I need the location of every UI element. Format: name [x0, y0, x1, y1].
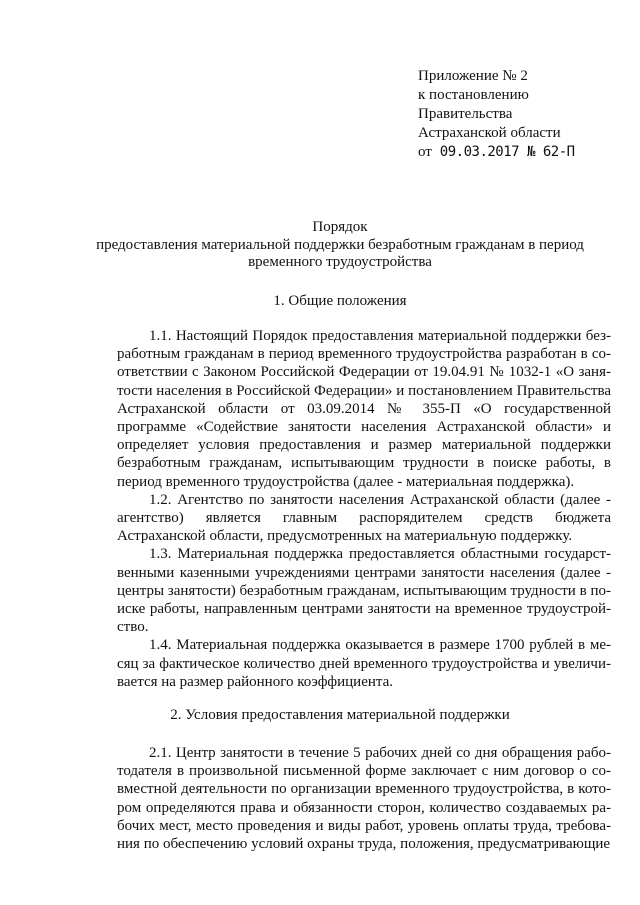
title-line-1: Порядок [312, 219, 368, 235]
paragraph-1-1: 1.1. Настоящий Порядок предоставления материальной поддержки безработным гражданам в период временного трудоустройства разработан в соответствии с Законом Российской Федерации от 19.04.91 № 1032-1 «О занятости населения в Российской Федерации» и постановлением Правительства Астраханской области от 03.09.2014 № 355-П «О государственной программе «Содействие занятости населения Астраханской области» и определяет условия предоставления и размер материальной поддержки безработным гражданам, испытывающим трудности в поиске работы, в период временного трудоустройства (далее - материальная поддержка). [117, 328, 611, 490]
document-title [60, 219, 620, 272]
appendix-region: Астраханской области [418, 125, 561, 141]
paragraph-1-4: 1.4. Материальная поддержка оказывается в размере 1700 рублей в месяц за фактическое количество дней временного трудоустройства и увеличивается на размер районного коэффициента. [117, 637, 611, 690]
title-line-3: временного трудоустройства [248, 254, 432, 270]
paragraph-1-3: 1.3. Материальная поддержка предоставляется областными государственными казенными учреждениями центрами занятости населения (далее - центры занятости) безработным гражданам, испытывающим трудности в поиске работы, направленным центрами занятости на временное трудоустройство. [117, 546, 611, 636]
appendix-stamp [418, 67, 575, 162]
paragraph-2-1: 2.1. Центр занятости в течение 5 рабочих дней со дня обращения работодателя в произвольной письменной форме заключает с ним договор о совместной деятельности по организации временного трудоустройства, в котором определяются права и обязанности сторон, количество создаваемых рабочих мест, место проведения и виды работ, уровень оплаты труда, требования по обеспечению условий охраны труда, положения, предусматривающие [117, 745, 611, 853]
appendix-date-line [418, 143, 575, 162]
appendix-date-value: 09.03.2017 № 62-П [439, 144, 575, 160]
title-line-2: предоставления материальной поддержки безработным гражданам в период [96, 236, 584, 253]
appendix-number: Приложение № 2 [418, 68, 528, 84]
appendix-issuer: Правительства [418, 106, 513, 122]
section-heading-1: 1. Общие положения [273, 293, 407, 309]
section-heading-2: 2. Условия предоставления материальной поддержки [170, 707, 510, 723]
section-body-2 [117, 744, 611, 853]
appendix-date-prefix: от [418, 144, 432, 160]
appendix-reference: к постановлению [418, 87, 529, 103]
section-body-1 [117, 327, 611, 691]
paragraph-1-2: 1.2. Агентство по занятости населения Астраханской области (далее - агентство) является главным распорядителем средств бюджета Астраханской области, предусмотренных на материальную поддержку. [117, 491, 611, 545]
